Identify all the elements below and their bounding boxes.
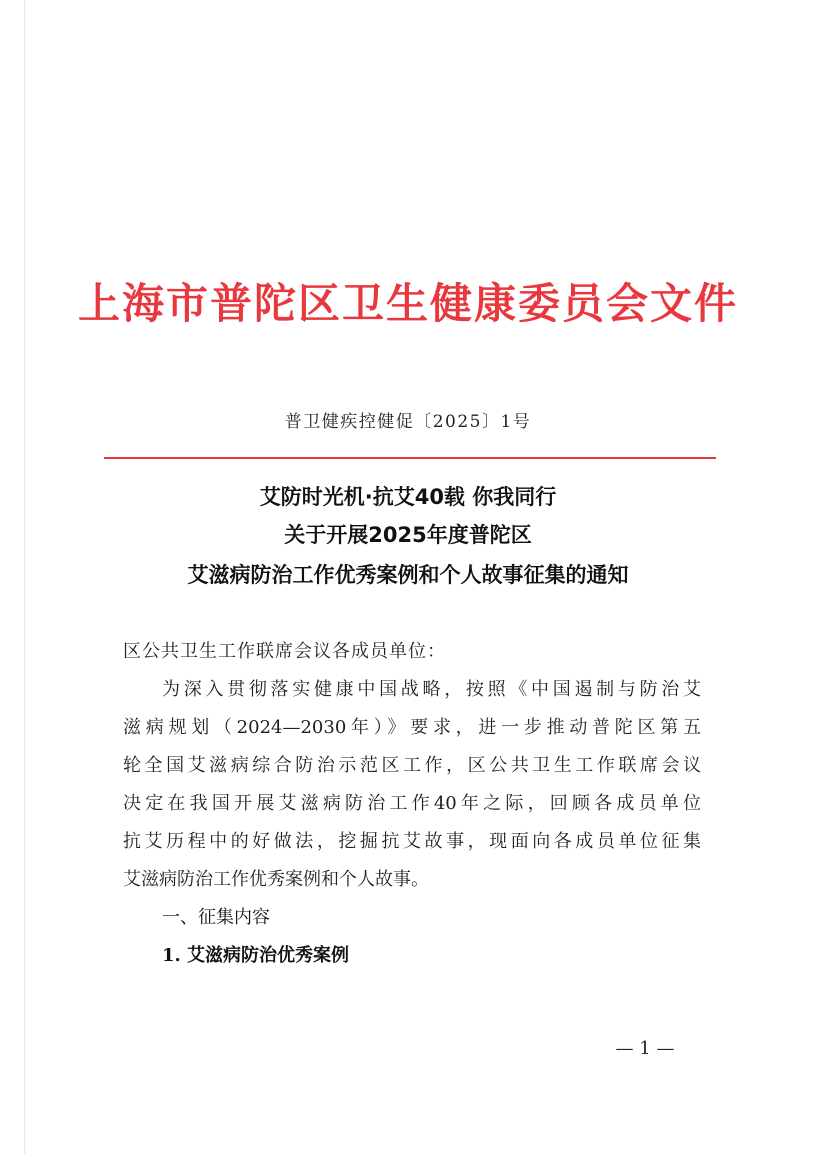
paragraph-line: 抗艾历程中的好做法，挖掘抗艾故事，现面向各成员单位征集 <box>123 831 701 852</box>
paragraph-line: 艾滋病防治工作优秀案例和个人故事。 <box>123 869 429 890</box>
paragraph-line: 为深入贯彻落实健康中国战略，按照《中国遏制与防治艾 <box>162 679 701 700</box>
red-separator-line <box>104 457 716 459</box>
page-number: — 1 — <box>615 1038 675 1059</box>
page-edge-line <box>24 0 25 1154</box>
document-number: 普卫健疾控健促〔2025〕1号 <box>284 412 532 432</box>
notice-title-line-3: 艾滋病防治工作优秀案例和个人故事征集的通知 <box>187 563 629 587</box>
paragraph-line: 滋病规划（2024—2030年）》要求，进一步推动普陀区第五 <box>123 717 701 738</box>
notice-title-line-1: 艾防时光机·抗艾40载 你我同行 <box>259 485 557 509</box>
subsection-heading: 1. 艾滋病防治优秀案例 <box>162 945 350 966</box>
paragraph-line: 轮全国艾滋病综合防治示范区工作，区公共卫生工作联席会议 <box>123 755 701 776</box>
section-heading: 一、征集内容 <box>162 907 270 928</box>
paragraph-line: 决定在我国开展艾滋病防治工作40年之际，回顾各成员单位 <box>123 793 701 814</box>
salutation: 区公共卫生工作联席会议各成员单位： <box>123 641 446 662</box>
notice-title-line-2: 关于开展2025年度普陀区 <box>284 523 532 547</box>
issuing-authority-header: 上海市普陀区卫生健康委员会文件 <box>77 279 738 328</box>
